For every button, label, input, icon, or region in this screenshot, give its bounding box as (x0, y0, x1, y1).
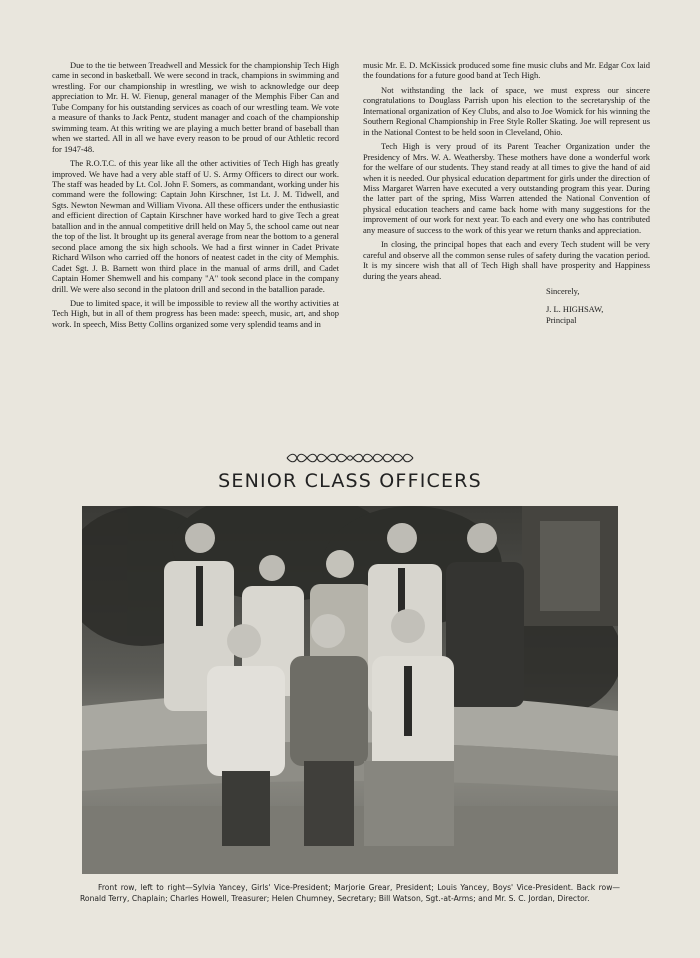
signer-name: J. L. HIGHSAW, (546, 303, 604, 314)
letter-left-column (52, 60, 339, 448)
photo-caption: Front row, left to right—Sylvia Yancey, Girls' Vice-President; Marjorie Grear, President; Louis Yancey, Boys' Vice-President. Back row—Ronald Terry, Chaplain; Charles Howell, Treasurer; Helen Chumney, Secretary; Bill Watson, Sgt.-at-Arms; and Mr. S. C. Jordan, Director. (80, 883, 620, 903)
signature-block (363, 286, 650, 327)
closing-salutation: Sincerely, (546, 286, 580, 297)
senior-officers-photo (82, 506, 618, 874)
paragraph-activities: Due to limited space, it will be impossible to review all the worthy activities at Tech High, but in all of them progress has been made: speech, music, art, and shop work. In speech, Miss Betty Collins organized some very splendid teams and in (52, 297, 339, 329)
paragraph-closing: In closing, the principal hopes that each and every Tech student will be very careful and observe all the common sense rules of safety during the vacation period. It is my sincere wish that all of Tech High shall have prosperity and Happiness during the years ahead. (363, 239, 650, 281)
paragraph-rotc: The R.O.T.C. of this year like all the other activities of Tech High has greatly improved. We have had a very able staff of U. S. Army Officers to direct our work. The staff was headed by Lt. Col. John F. Somers, as commandant, working under his command were the following: Captain John Kirschner, 1st Lt. J. M. Tidwell, and Sgts. Newton Newman and William Vivona. All these officers under the enthusiastic and efficient direction of Captain Kirschner have worked hard to give Tech a great batallion and in the annual competitive drill held on May 5, the school came out near the top of the list. It brought up its general average from near the bottom to a general second place among the six high schools. We had a first winner in Cadet Private Richard Wilson who carried off the honors of neatest cadet in the city of Memphis. Cadet Sgt. J. B. Barnett won third place in the manual of arms drill, and Cadet Captain Homer Shemwell and his company "A" took second place in the company drill. We were also second in the platoon drill and second in the batallion parade. (52, 158, 339, 294)
ornament-divider (285, 452, 415, 464)
paragraph-pto: Tech High is very proud of its Parent Teacher Organization under the Presidency of Mrs. W. A. Weathersby. These mothers have done a wonderful work for the welfare of our students. They stand ready at all times to give the hand of aid when it is needed. Our physical education department for girls under the direction of Miss Margaret Warren have executed a very outstanding program this year. During the latter part of the spring, Miss Warren attended the National Convention of physical education teachers and came back home with many suggestions for the improvement of our work for next year. To each and every one who has contributed any measure of success to the work of this year we return thanks and appreciation. (363, 141, 650, 235)
paragraph-athletics: Due to the tie between Treadwell and Messick for the championship Tech High came in second in basketball. We were second in track, champions in swimming and wrestling. For our championship in wrestling, we wish to acknowledge our deep appreciation to Mr. H. W. Fienup, general manager of the Memphis Fiber Can and Tube Company for his outstanding services as coach of our wrestling team. We vote a measure of thanks to Jack Pentz, student manager and coach of the championship swimming team. At this writing we are playing a much better brand of baseball than when we started. All in all we have every reason to be proud of our Athletic record for 1947-48. (52, 60, 339, 154)
paragraph-congratulations: Not withstanding the lack of space, we must express our sincere congratulations to Douglass Parrish upon his election to the secretaryship of the International organization of Key Clubs, and also to Joe Womick for his winning the Southern Regional Championship in Free Style Roller Skating. Joe will represent us in the National Contest to be held soon in Cleveland, Ohio. (363, 84, 650, 137)
signer-title: Principal (546, 315, 577, 326)
paragraph-music: music Mr. E. D. McKissick produced some fine music clubs and Mr. Edgar Cox laid the foundations for a future good band at Tech High. (363, 60, 650, 81)
letter-right-column (363, 60, 650, 448)
principal-letter (52, 60, 650, 448)
page-title: SENIOR CLASS OFFICERS (218, 470, 482, 492)
